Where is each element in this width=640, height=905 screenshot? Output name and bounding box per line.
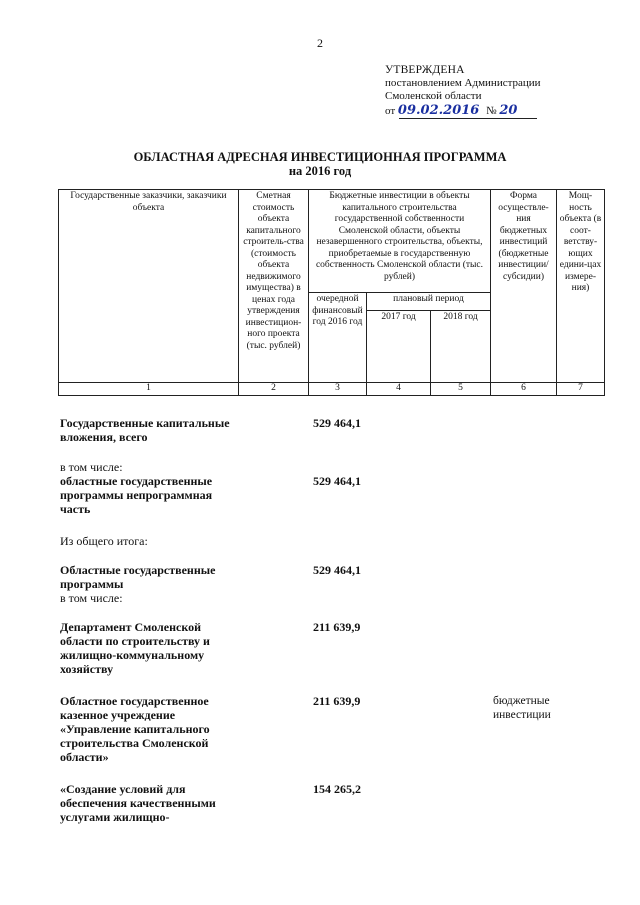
number-label: № bbox=[486, 105, 497, 117]
row-program-value: 154 265,2 bbox=[313, 782, 361, 796]
header-customers: Государственные заказчики, заказчики объекта bbox=[59, 190, 239, 383]
row-total-label: Государственные капитальные вложения, всего bbox=[60, 416, 230, 444]
page-number: 2 bbox=[317, 36, 323, 50]
row-department-value: 211 639,9 bbox=[313, 620, 361, 634]
column-number: 7 bbox=[557, 383, 605, 396]
column-number: 6 bbox=[491, 383, 557, 396]
row-regional-programs-value: 529 464,1 bbox=[313, 474, 361, 488]
handwritten-number: 20 bbox=[499, 103, 518, 118]
header-year-2018: 2018 год bbox=[431, 311, 491, 383]
header-investment-form: Форма осуществле-ния бюджетных инвестиций (бюджетные инвестиции/ субсидии) bbox=[491, 190, 557, 383]
row-state-programs-label: Областные государственные программы bbox=[60, 563, 216, 591]
approval-heading: УТВЕРЖДЕНА bbox=[385, 64, 465, 76]
header-estimated-cost: Сметная стоимость объекта капитального строитель-ства (стоимость объекта недвижимого имущества) в ценах года утверждения инвестицион-ного проекта (тыс. рублей) bbox=[239, 190, 309, 383]
date-from-label: от bbox=[385, 105, 396, 117]
header-year-2017: 2017 год bbox=[367, 311, 431, 383]
date-underline bbox=[399, 118, 537, 119]
document-title bbox=[0, 150, 640, 178]
column-number: 2 bbox=[239, 383, 309, 396]
row-of-total-label: Из общего итога: bbox=[60, 534, 148, 548]
header-budget-investments: Бюджетные инвестиции в объекты капитального строительства государственной собственности Смоленской области, объекты незавершенного строительства, объекты, приобретаемые в государственную собственность Смоленской области (тыс. рублей) bbox=[309, 190, 491, 293]
column-number: 4 bbox=[367, 383, 431, 396]
column-number: 3 bbox=[309, 383, 367, 396]
approval-block bbox=[385, 64, 541, 120]
column-number: 1 bbox=[59, 383, 239, 396]
column-number: 5 bbox=[431, 383, 491, 396]
approval-date-line bbox=[385, 104, 541, 120]
row-institution-label: Областное государственное казенное учреждение «Управление капитального строительства Смоленской области» bbox=[60, 694, 210, 764]
approval-line-2: Смоленской области bbox=[385, 90, 482, 102]
header-capacity: Мощ-ность объекта (в соот-ветству-ющих едини-цах измере-ния) bbox=[557, 190, 605, 383]
row-regional-programs-label: областные государственные программы непрограммная часть bbox=[60, 474, 213, 516]
title-line-1: ОБЛАСТНАЯ АДРЕСНАЯ ИНВЕСТИЦИОННАЯ ПРОГРАММА bbox=[133, 150, 507, 164]
header-planning-period: плановый период bbox=[367, 293, 491, 311]
program-table-header bbox=[58, 189, 605, 396]
row-state-programs-value: 529 464,1 bbox=[313, 563, 361, 577]
row-total-value: 529 464,1 bbox=[313, 416, 361, 430]
row-institution-form: бюджетные инвестиции bbox=[493, 695, 551, 721]
row-including-label: в том числе: bbox=[60, 460, 123, 474]
row-department-label: Департамент Смоленской области по строительству и жилищно-коммунальному хозяйству bbox=[60, 620, 210, 676]
handwritten-date: 09.02.2016 bbox=[397, 103, 480, 118]
header-year-2016: очередной финансовый год 2016 год bbox=[309, 293, 367, 383]
approval-line-1: постановлением Администрации bbox=[385, 77, 541, 89]
row-institution-value: 211 639,9 bbox=[313, 694, 361, 708]
row-including-label-2: в том числе: bbox=[60, 591, 123, 605]
title-line-2: на 2016 год bbox=[288, 164, 352, 178]
row-program-label: «Создание условий для обеспечения качественными услугами жилищно- bbox=[60, 782, 216, 824]
